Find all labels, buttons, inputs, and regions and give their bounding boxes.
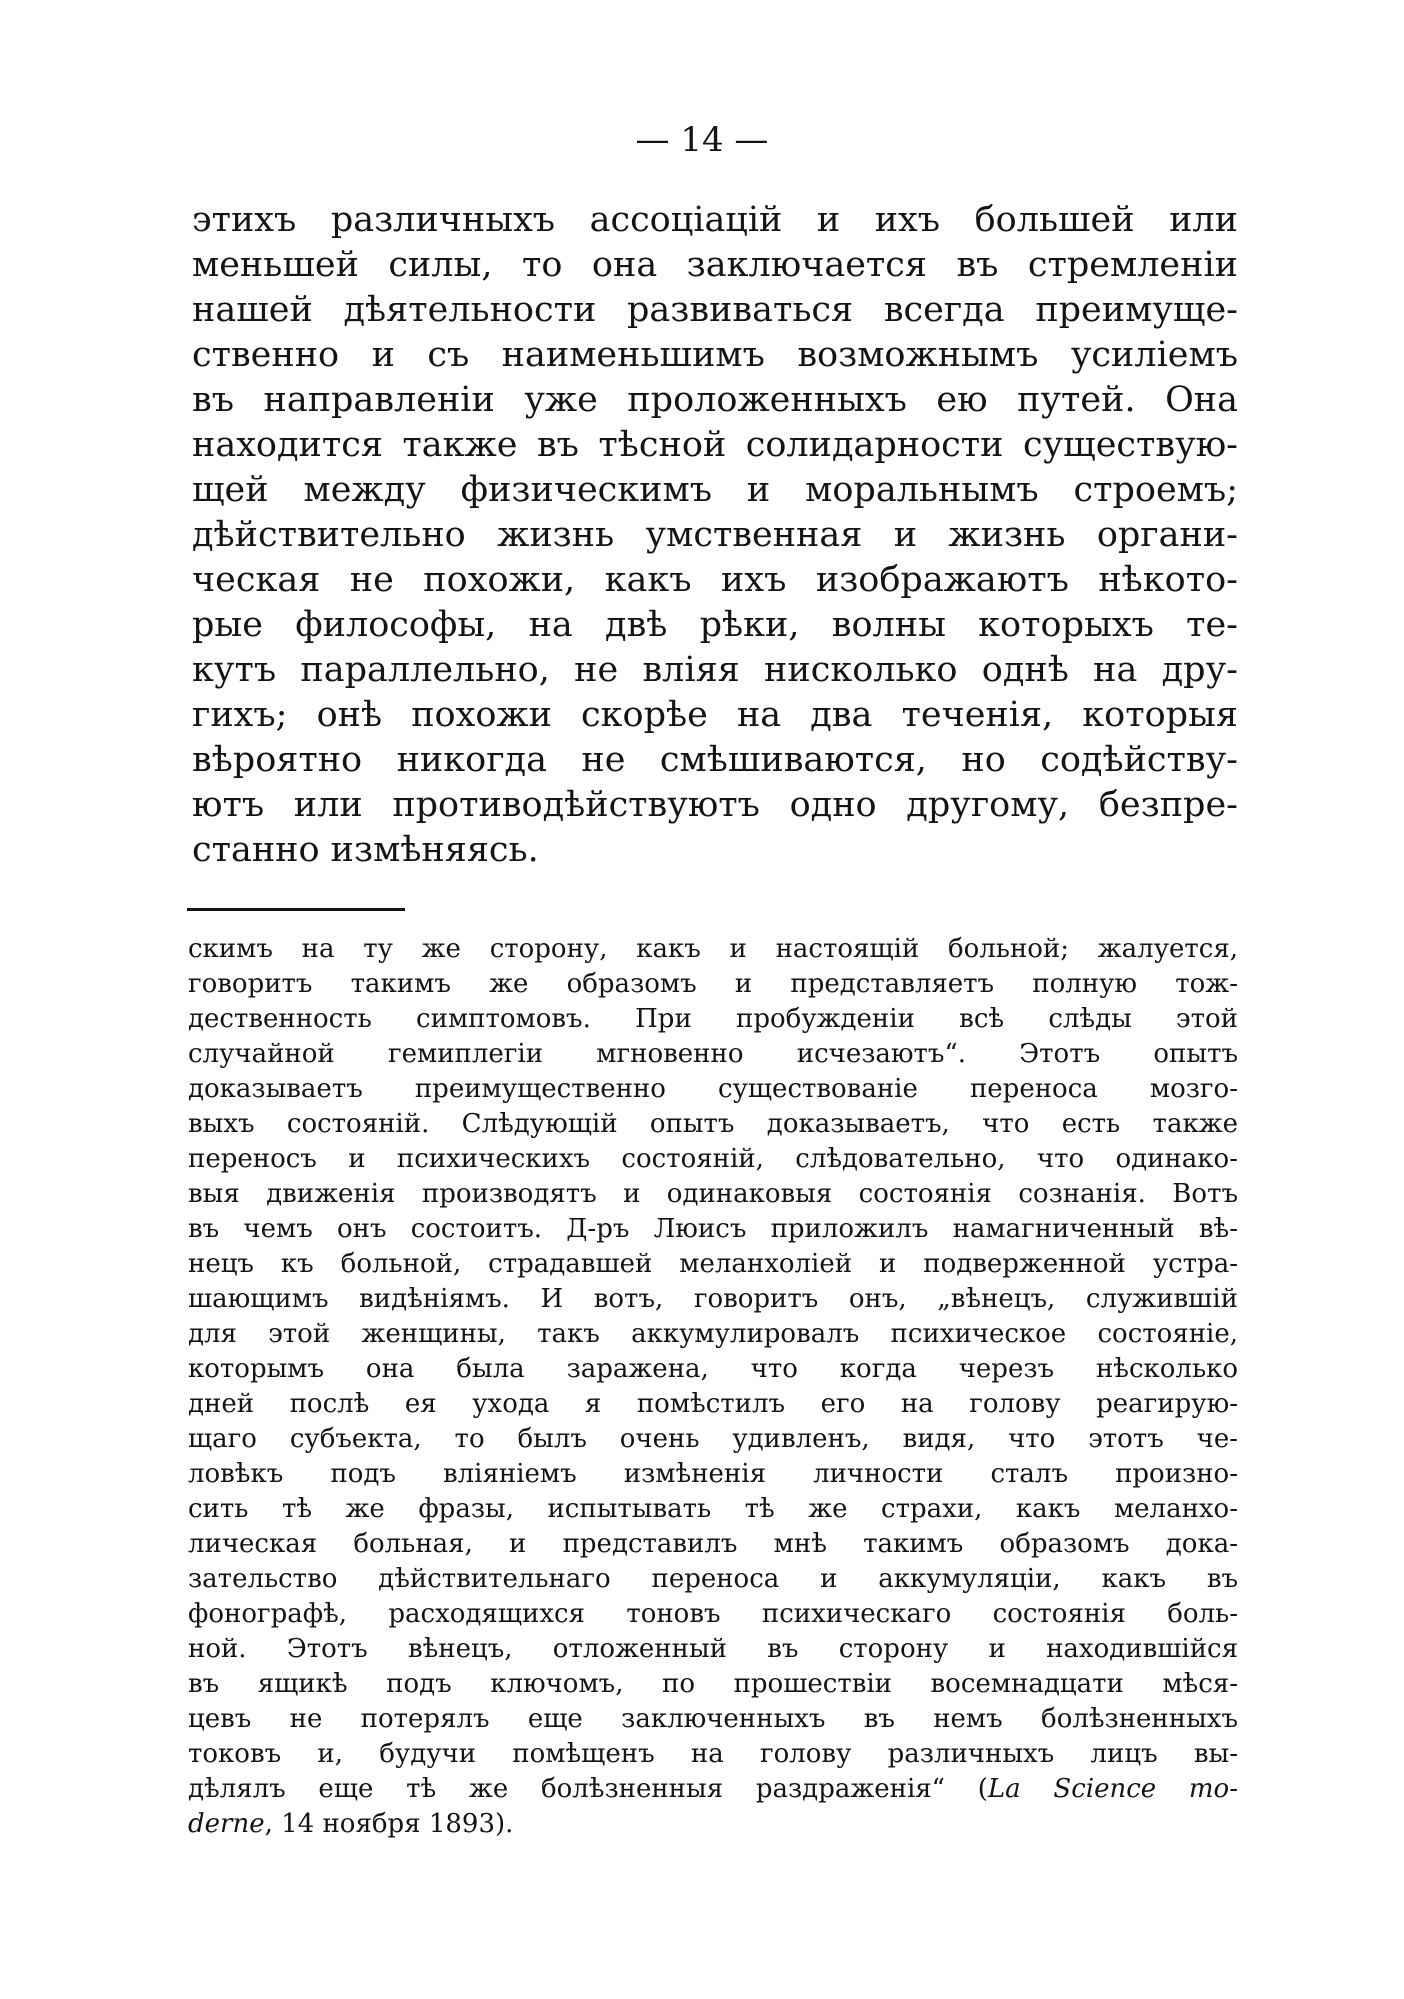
text-line: гихъ; онѣ похожи скорѣе на два теченiя, которыя (192, 695, 1238, 735)
footnote-divider (187, 908, 405, 911)
footnote-line: въ чемъ онъ состоитъ. Д-ръ Люисъ приложилъ намагниченный вѣ- (188, 1214, 1238, 1244)
footnote-line: которымъ она была заражена, что когда черезъ нѣсколько (188, 1354, 1238, 1384)
footnote-line: дественность симптомовъ. При пробужденiи всѣ слѣды этой (188, 1004, 1238, 1034)
text-line: дѣйствительно жизнь умственная и жизнь органи- (192, 515, 1238, 555)
footnote-line: токовъ и, будучи помѣщенъ на голову различныхъ лицъ вы- (188, 1739, 1238, 1769)
page-number: — 14 — (635, 120, 769, 160)
footnote-line: дней послѣ ея ухода я помѣстилъ его на голову реагирую- (188, 1389, 1238, 1419)
text-line: вѣроятно никогда не смѣшиваются, но содѣйству- (192, 740, 1238, 780)
footnote-line: доказываетъ преимущественно существованiе переноса мозго- (188, 1074, 1238, 1104)
footnote-line: ловѣкъ подъ влiянiемъ измѣненiя личности сталъ произно- (188, 1459, 1238, 1489)
footnote-line: цевъ не потерялъ еще заключенныхъ въ немъ болѣзненныхъ (188, 1704, 1238, 1734)
footnote-line: лическая больная, и представилъ мнѣ такимъ образомъ дока- (188, 1529, 1238, 1559)
footnote-line: случайной гемиплегiи мгновенно исчезаютъ“. Этотъ опытъ (188, 1039, 1238, 1069)
footnote-line-text: дѣлялъ еще тѣ же болѣзненныя раздраженiя“ ( (188, 1774, 988, 1804)
text-line: кутъ параллельно, не влiяя нисколько однѣ на дру- (192, 650, 1238, 690)
text-line: находится также въ тѣсной солидарности существую- (192, 425, 1238, 465)
footnote-line: переносъ и психическихъ состоянiй, слѣдовательно, что одинако- (188, 1144, 1238, 1174)
text-line: ческая не похожи, какъ ихъ изображаютъ нѣкото- (192, 560, 1238, 600)
citation-date: , 14 ноября 1893). (264, 1809, 514, 1839)
footnote-line: фонографѣ, расходящихся тоновъ психическаго состоянiя боль- (188, 1599, 1238, 1629)
text-line: ственно и съ наименьшимъ возможнымъ усилiемъ (192, 335, 1238, 375)
text-line: ютъ или противодѣйствуютъ одно другому, безпре- (192, 785, 1238, 825)
footnote-line: нецъ къ больной, страдавшей меланхолiей и подверженной устра- (188, 1249, 1238, 1279)
footnote-line: шающимъ видѣнiямъ. И вотъ, говоритъ онъ, „вѣнецъ, служившiй (188, 1284, 1238, 1314)
footnote-line: ной. Этотъ вѣнецъ, отложенный въ сторону и находившiйся (188, 1634, 1238, 1664)
citation-journal-title-end: derne (188, 1809, 265, 1839)
footnote-line: сить тѣ же фразы, испытывать тѣ же страхи, какъ меланхо- (188, 1494, 1238, 1524)
footnote-line: для этой женщины, такъ аккумулировалъ психическое состоянiе, (188, 1319, 1238, 1349)
footnote-line: въ ящикѣ подъ ключомъ, по прошествiи восемнадцати мѣся- (188, 1669, 1238, 1699)
text-line: щей между физическимъ и моральнымъ строемъ; (192, 470, 1238, 510)
citation-journal-title: La Science mo- (987, 1774, 1238, 1804)
main-text (192, 198, 1238, 873)
footnote-line (188, 1772, 1238, 1807)
footnote-line: скимъ на ту же сторону, какъ и настоящiй больной; жалуется, (188, 934, 1238, 964)
footnote-line: зательство дѣйствительнаго переноса и аккумуляцiи, какъ въ (188, 1564, 1238, 1594)
text-line: нашей дѣятельности развиваться всегда преимуще- (192, 290, 1238, 330)
footnote-line: говоритъ такимъ же образомъ и представляетъ полную тож- (188, 969, 1238, 999)
text-line: въ направленiи уже проложенныхъ ею путей. Она (192, 380, 1238, 420)
text-line: меньшей силы, то она заключается въ стремленiи (192, 245, 1238, 285)
text-line: этихъ различныхъ ассоцiацiй и ихъ большей или (192, 200, 1238, 240)
footnote-line: выя движенiя производятъ и одинаковыя состоянiя сознанiя. Вотъ (188, 1179, 1238, 1209)
footnote-line: щаго субъекта, то былъ очень удивленъ, видя, что этотъ че- (188, 1424, 1238, 1454)
footnote (188, 932, 1238, 1842)
text-line: рые философы, на двѣ рѣки, волны которыхъ те- (192, 605, 1238, 645)
text-line: станно измѣняясь. (192, 830, 539, 870)
footnote-line (188, 1807, 1238, 1842)
footnote-line: выхъ состоянiй. Слѣдующiй опытъ доказываетъ, что есть также (188, 1109, 1238, 1139)
